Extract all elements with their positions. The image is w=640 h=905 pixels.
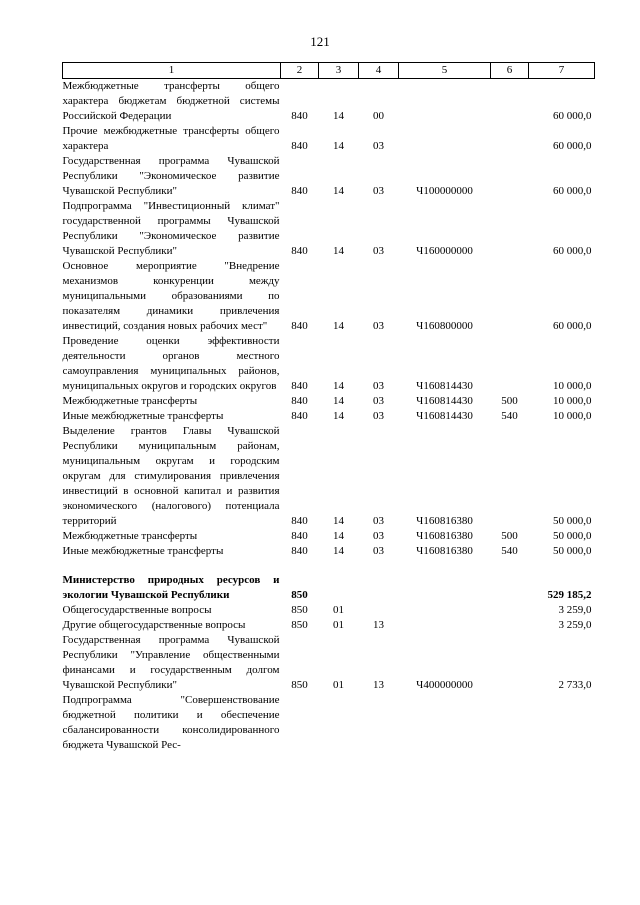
row-amount: 50 000,0: [553, 545, 592, 557]
page-number: 121: [310, 34, 330, 49]
row-amount: 50 000,0: [553, 530, 592, 542]
row-name: Общегосударственные вопросы: [62, 604, 212, 616]
row-subsection: 03: [373, 245, 384, 257]
row-expense-type: [491, 603, 529, 618]
row-ministry-code: 850: [291, 589, 308, 601]
row-section: 01: [333, 604, 344, 616]
row-subsection: 03: [373, 395, 384, 407]
row-section: 14: [333, 140, 344, 152]
row-expense-type: [491, 693, 529, 753]
table-header-row: [63, 63, 595, 79]
row-subsection: 13: [373, 619, 384, 631]
row-section: 14: [333, 110, 344, 122]
row-section: 14: [333, 395, 344, 407]
row-expense-type: [491, 259, 529, 334]
table-row: [63, 693, 595, 753]
spacer-row: [63, 559, 595, 573]
table-row: [63, 199, 595, 259]
row-amount: 10 000,0: [553, 410, 592, 422]
row-subsection: 03: [373, 410, 384, 422]
row-target-article: Ч160800000: [416, 320, 473, 332]
row-subsection: 03: [373, 530, 384, 542]
column-header-6: 6: [491, 63, 529, 79]
row-subsection: 03: [373, 185, 384, 197]
row-expense-type: [491, 334, 529, 394]
row-ministry-code: 840: [291, 395, 308, 407]
row-section: 14: [333, 245, 344, 257]
row-name: Межбюджетные трансферты общего характера бюджетам бюджетной системы Российской Федерации: [62, 80, 280, 122]
row-target-article: Ч160814430: [416, 395, 473, 407]
row-target-article: Ч100000000: [416, 185, 473, 197]
row-expense-type: 540: [501, 410, 518, 422]
spacer-cell: [63, 559, 595, 573]
column-header-3: 3: [319, 63, 359, 79]
row-name: Министерство природных ресурсов и экологии Чувашской Республики: [62, 574, 280, 601]
row-target-article: [399, 573, 491, 603]
row-target-article: [399, 693, 491, 753]
row-subsection: [359, 603, 399, 618]
row-amount: 10 000,0: [553, 395, 592, 407]
budget-table: [62, 62, 595, 753]
row-amount: 529 185,2: [547, 589, 592, 601]
row-ministry-code: 840: [291, 140, 308, 152]
row-subsection: [359, 573, 399, 603]
row-name: Межбюджетные трансферты: [62, 395, 198, 407]
row-target-article: Ч160814430: [416, 380, 473, 392]
row-expense-type: 500: [501, 395, 518, 407]
row-target-article: [399, 603, 491, 618]
row-section: 14: [333, 410, 344, 422]
column-header-2: 2: [281, 63, 319, 79]
row-section: 14: [333, 380, 344, 392]
row-section: 14: [333, 515, 344, 527]
row-name: Иные межбюджетные трансферты: [62, 545, 224, 557]
row-ministry-code: 840: [291, 245, 308, 257]
row-ministry-code: 840: [291, 110, 308, 122]
table-row: [63, 154, 595, 199]
row-name: Подпрограмма "Инвестиционный климат" государственной программы Чувашской Республики "Экономическое развитие Чувашской Республики": [62, 200, 280, 257]
row-target-article: Ч160000000: [416, 245, 473, 257]
row-target-article: Ч160816380: [416, 545, 473, 557]
row-target-article: [399, 124, 491, 154]
row-amount: 60 000,0: [553, 140, 592, 152]
row-expense-type: [491, 154, 529, 199]
column-header-5: 5: [399, 63, 491, 79]
table-row: [63, 424, 595, 529]
row-section: [319, 573, 359, 603]
row-subsection: 03: [373, 545, 384, 557]
table-row: [63, 603, 595, 618]
row-name: Межбюджетные трансферты: [62, 530, 198, 542]
table-row: [63, 633, 595, 693]
row-expense-type: [491, 124, 529, 154]
table-row: [63, 409, 595, 424]
row-amount: 50 000,0: [553, 515, 592, 527]
row-ministry-code: 850: [291, 679, 308, 691]
row-name: Государственная программа Чувашской Республики "Экономическое развитие Чувашской Республики": [62, 155, 280, 197]
row-expense-type: [491, 199, 529, 259]
row-target-article: [399, 618, 491, 633]
row-amount: 60 000,0: [553, 110, 592, 122]
row-ministry-code: 850: [291, 604, 308, 616]
table-row: [63, 334, 595, 394]
row-ministry-code: [281, 693, 319, 753]
table-row: [63, 124, 595, 154]
row-section: 14: [333, 530, 344, 542]
row-amount: 60 000,0: [553, 245, 592, 257]
row-section: 14: [333, 185, 344, 197]
row-expense-type: 500: [501, 530, 518, 542]
row-subsection: 03: [373, 380, 384, 392]
row-section: 01: [333, 679, 344, 691]
row-ministry-code: 840: [291, 185, 308, 197]
row-expense-type: [491, 633, 529, 693]
row-expense-type: [491, 573, 529, 603]
table-row: [63, 618, 595, 633]
table-body: [63, 79, 595, 754]
row-amount: 60 000,0: [553, 320, 592, 332]
column-header-1: 1: [63, 63, 281, 79]
table-row: [63, 573, 595, 603]
row-expense-type: [491, 79, 529, 125]
row-name: Иные межбюджетные трансферты: [62, 410, 224, 422]
row-amount: [529, 693, 595, 753]
row-name: Выделение грантов Главы Чувашской Республики муниципальным районам, муниципальным округам и городским округам для стимулирования привлечения инвестиций в основной капитал и развития экономического (налогового) потенциала территорий: [62, 425, 280, 527]
row-subsection: [359, 693, 399, 753]
row-subsection: 03: [373, 320, 384, 332]
row-ministry-code: 840: [291, 380, 308, 392]
row-subsection: 00: [373, 110, 384, 122]
row-amount: 3 259,0: [558, 619, 592, 631]
column-header-7: 7: [529, 63, 595, 79]
row-target-article: Ч400000000: [416, 679, 473, 691]
row-ministry-code: 840: [291, 545, 308, 557]
row-name: Подпрограмма "Совершенствование бюджетной политики и обеспечение сбалансированности консолидированного бюджета Чувашской Рес-: [62, 694, 280, 751]
row-amount: 2 733,0: [558, 679, 592, 691]
row-amount: 60 000,0: [553, 185, 592, 197]
row-section: 14: [333, 320, 344, 332]
row-name: Основное мероприятие "Внедрение механизмов конкуренции между муниципальными образованиями по показателям динамики привлечения инвестиций, создания новых рабочих мест": [62, 260, 280, 332]
row-ministry-code: 840: [291, 530, 308, 542]
row-subsection: 03: [373, 140, 384, 152]
row-expense-type: 540: [501, 545, 518, 557]
row-section: [319, 693, 359, 753]
row-target-article: Ч160816380: [416, 530, 473, 542]
row-ministry-code: 840: [291, 320, 308, 332]
row-subsection: 13: [373, 679, 384, 691]
column-header-4: 4: [359, 63, 399, 79]
table-row: [63, 529, 595, 544]
row-expense-type: [491, 618, 529, 633]
row-subsection: 03: [373, 515, 384, 527]
table-row: [63, 79, 595, 125]
row-name: Прочие межбюджетные трансферты общего характера: [62, 125, 280, 152]
row-amount: 10 000,0: [553, 380, 592, 392]
table-row: [63, 259, 595, 334]
row-ministry-code: 850: [291, 619, 308, 631]
row-section: 01: [333, 619, 344, 631]
row-name: Проведение оценки эффективности деятельности органов местного самоуправления муниципальных районов, муниципальных округов и городских округов: [62, 335, 280, 392]
row-section: 14: [333, 545, 344, 557]
row-target-article: [399, 79, 491, 125]
table-row: [63, 544, 595, 559]
row-amount: 3 259,0: [558, 604, 592, 616]
row-ministry-code: 840: [291, 410, 308, 422]
row-target-article: Ч160814430: [416, 410, 473, 422]
row-name: Другие общегосударственные вопросы: [62, 619, 246, 631]
row-expense-type: [491, 424, 529, 529]
row-target-article: Ч160816380: [416, 515, 473, 527]
row-ministry-code: 840: [291, 515, 308, 527]
table-row: [63, 394, 595, 409]
row-name: Государственная программа Чувашской Республики "Управление общественными финансами и государственным долгом Чувашской Республики": [62, 634, 280, 691]
